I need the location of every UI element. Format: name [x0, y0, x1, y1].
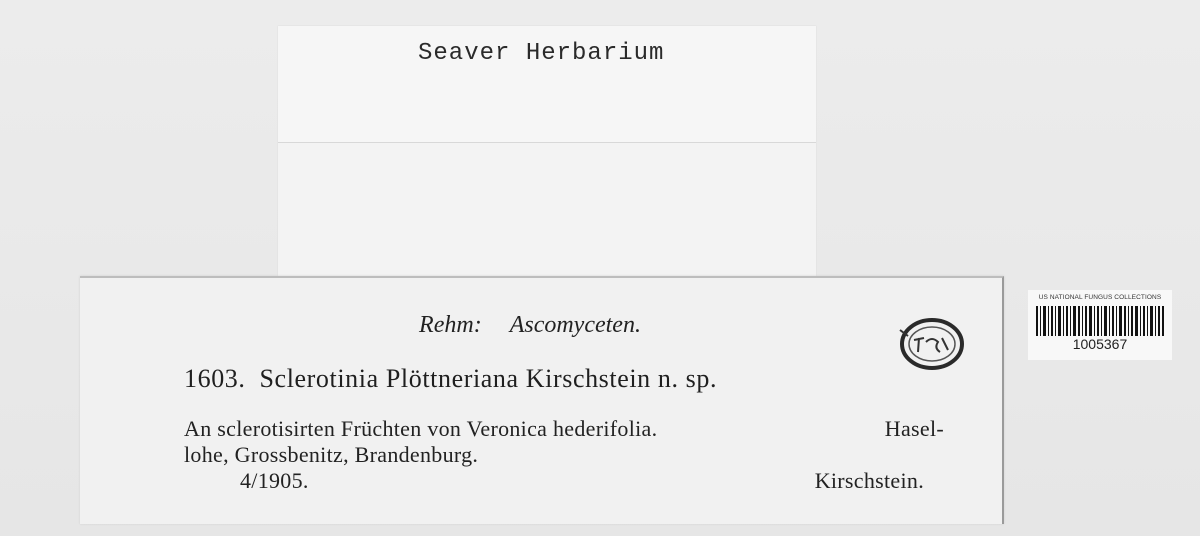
series-name: Ascomyceten. [509, 312, 641, 338]
exsiccata-number: 1603. [184, 364, 246, 393]
herbarium-seal-icon [894, 314, 966, 374]
locality-line-2: lohe, Grossbenitz, Brandenburg. [184, 442, 479, 467]
label-locality-text [184, 416, 944, 494]
collector-name: Kirschstein. [814, 468, 924, 493]
herbarium-stamp: Seaver Herbarium [418, 40, 665, 67]
barcode-number: 1005367 [1072, 336, 1128, 352]
locality-hyphenated: Hasel- [884, 416, 944, 441]
date-collector-line [184, 468, 944, 494]
printed-label [80, 276, 1004, 524]
barcode-caption: US NATIONAL FUNGUS COLLECTIONS [1038, 294, 1162, 301]
series-author: Rehm: [419, 312, 482, 338]
collection-date: 4/1905. [240, 468, 309, 493]
species-name: Sclerotinia Plöttneriana Kirschstein n. sp. [259, 364, 718, 393]
species-line [184, 364, 717, 394]
barcode-tag [1028, 290, 1172, 360]
barcode-icon [1036, 306, 1164, 336]
specimen-packet [278, 26, 816, 294]
substrate-text: An sclerotisirten Früchten von Veronica hederifolia. [184, 416, 658, 441]
locality-line-1 [184, 416, 944, 442]
label-series-title [80, 312, 980, 339]
